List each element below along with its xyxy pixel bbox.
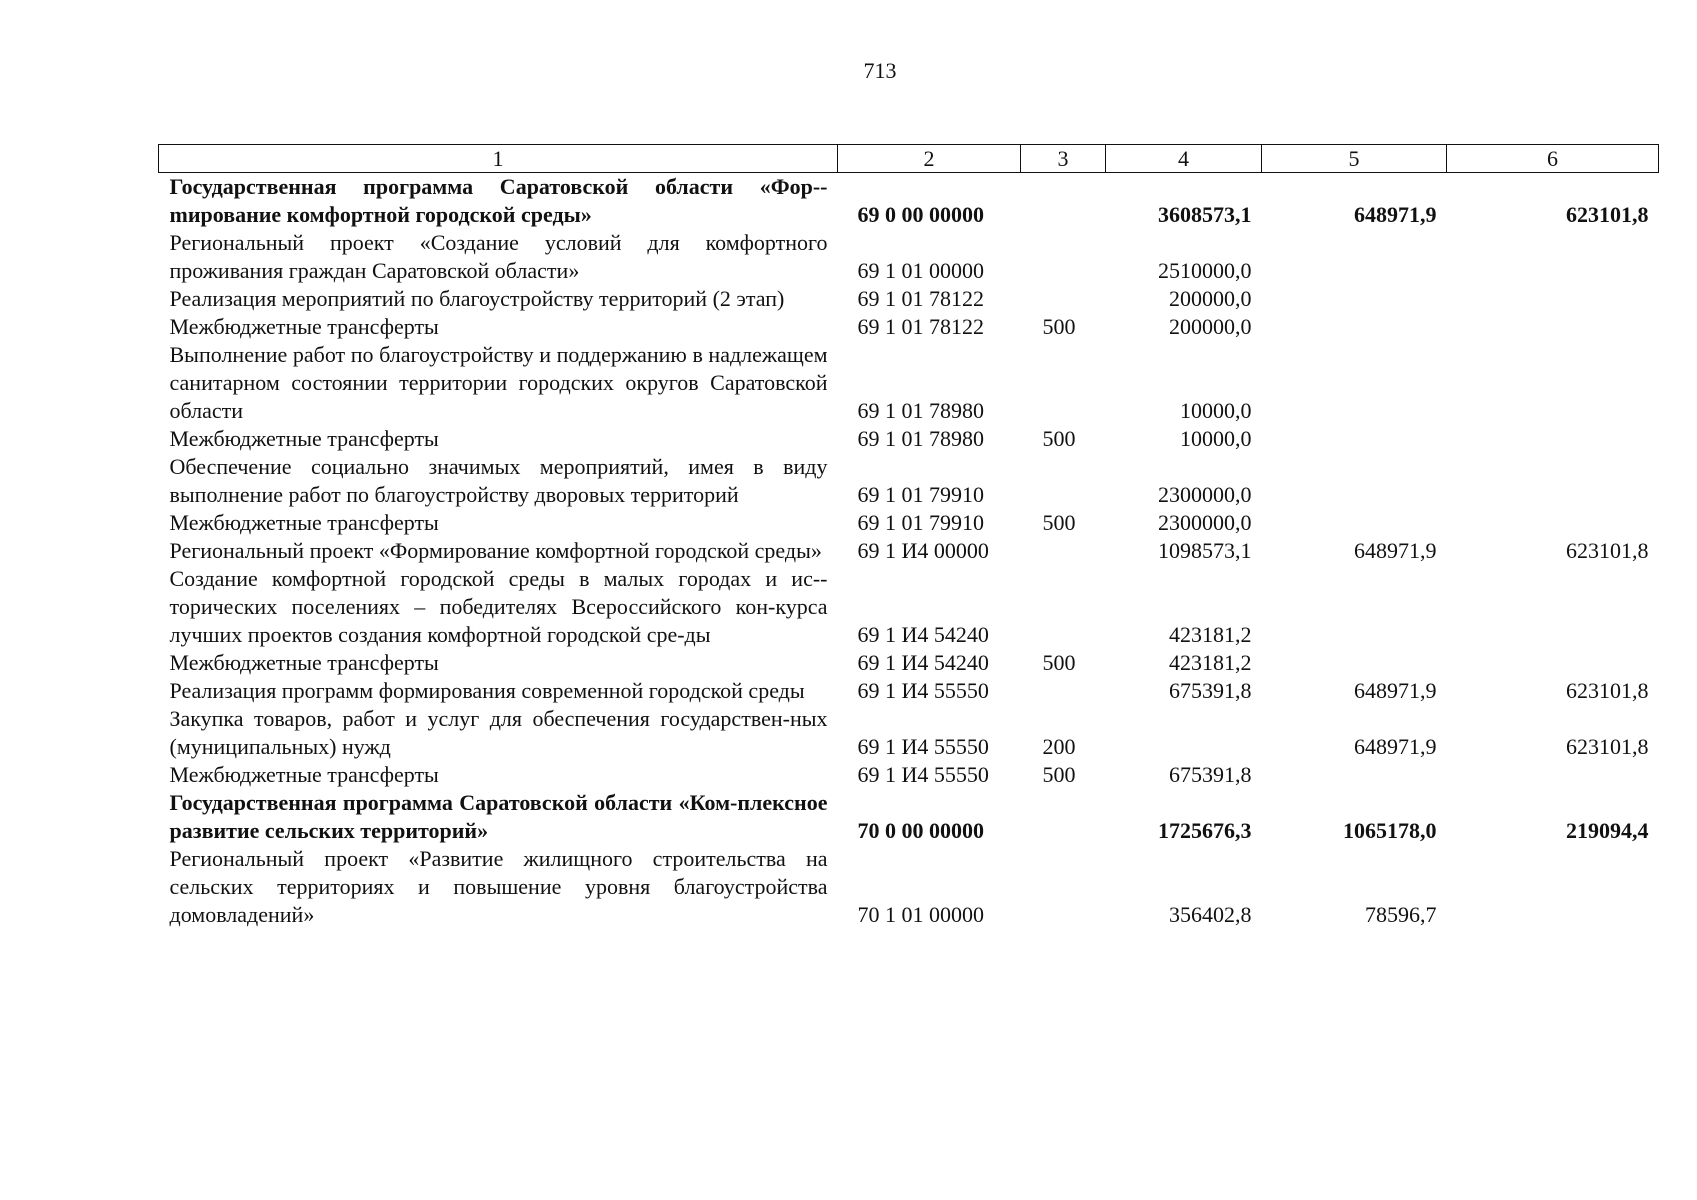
table-row — [159, 649, 1659, 677]
table-row — [159, 677, 1659, 705]
row-code: 69 1 И4 54240 — [857, 622, 989, 647]
row-expense-type — [1021, 677, 1106, 705]
row-expense-type: 500 — [1042, 314, 1076, 339]
row-name: Региональный проект «Создание условий для комфортного проживания граждан Саратовской области» — [169, 230, 828, 283]
row-value-col6 — [1447, 649, 1659, 677]
row-value-col5: 648971,9 — [1354, 734, 1437, 759]
row-value-col4: 10000,0 — [1180, 426, 1252, 451]
row-value-col6 — [1447, 341, 1659, 425]
row-expense-type — [1021, 537, 1106, 565]
row-name: Государственная программа Саратовской области «Ком-плексное развитие сельских территорий» — [169, 790, 828, 843]
table-row — [159, 453, 1659, 509]
table-row — [159, 537, 1659, 565]
table-row — [159, 229, 1659, 285]
table-row — [159, 565, 1659, 649]
row-value-col6 — [1447, 313, 1659, 341]
row-value-col5 — [1262, 285, 1447, 313]
row-name: Реализация мероприятий по благоустройству территорий (2 этап) — [169, 286, 785, 311]
table-row — [159, 285, 1659, 313]
row-expense-type — [1021, 229, 1106, 285]
row-value-col4 — [1106, 705, 1262, 761]
row-name: Выполнение работ по благоустройству и поддержанию в надлежащем санитарном состоянии территории городских округов Саратовской области — [169, 342, 828, 423]
row-value-col4: 423181,2 — [1169, 622, 1252, 647]
row-expense-type: 500 — [1042, 762, 1076, 787]
row-value-col5 — [1262, 313, 1447, 341]
row-value-col6: 623101,8 — [1566, 538, 1649, 563]
row-name: Создание комфортной городской среды в малых городах и ис-торических поселениях – победителях Всероссийского кон-курса лучших проектов создания комфортной городской сре-ды — [169, 566, 828, 647]
row-code: 69 1 01 79910 — [857, 482, 984, 507]
row-code: 69 1 И4 55550 — [857, 762, 989, 787]
table-row — [159, 509, 1659, 537]
row-value-col4: 3608573,1 — [1158, 202, 1252, 227]
row-expense-type: 200 — [1042, 734, 1076, 759]
row-value-col4: 675391,8 — [1169, 678, 1252, 703]
row-value-col6 — [1447, 565, 1659, 649]
row-name: Региональный проект «Формирование комфортной городской среды» — [169, 538, 822, 563]
row-name: Государственная программа Саратовской области «Фор-mирование комфортной городской среды» — [169, 174, 828, 227]
row-value-col4: 423181,2 — [1169, 650, 1252, 675]
row-expense-type — [1021, 565, 1106, 649]
row-code: 69 1 01 78980 — [857, 426, 984, 451]
row-code: 69 1 И4 55550 — [857, 678, 989, 703]
row-value-col6: 623101,8 — [1566, 202, 1649, 227]
row-value-col6 — [1447, 845, 1659, 929]
row-value-col5 — [1262, 509, 1447, 537]
row-value-col4: 2300000,0 — [1158, 482, 1252, 507]
row-value-col5 — [1262, 761, 1447, 789]
row-value-col6 — [1447, 761, 1659, 789]
table-row — [159, 705, 1659, 761]
row-expense-type — [1021, 285, 1106, 313]
row-name: Обеспечение социально значимых мероприятий, имея в виду выполнение работ по благоустройству дворовых территорий — [169, 454, 828, 507]
row-expense-type: 500 — [1042, 510, 1076, 535]
header-col-6: 6 — [1447, 145, 1659, 173]
row-value-col5: 648971,9 — [1354, 202, 1437, 227]
row-expense-type: 500 — [1042, 650, 1076, 675]
row-expense-type — [1021, 845, 1106, 929]
header-col-1: 1 — [159, 145, 838, 173]
row-code: 69 1 01 78122 — [857, 286, 984, 311]
header-col-4: 4 — [1106, 145, 1262, 173]
row-value-col4: 1725676,3 — [1158, 818, 1252, 843]
row-value-col4: 200000,0 — [1169, 286, 1252, 311]
table-row — [159, 845, 1659, 929]
page-number: 713 — [863, 58, 897, 83]
row-value-col6: 623101,8 — [1566, 678, 1649, 703]
row-code: 69 0 00 00000 — [857, 202, 984, 227]
row-value-col4: 2510000,0 — [1158, 258, 1252, 283]
row-name: Межбюджетные трансферты — [169, 650, 439, 675]
row-value-col5: 648971,9 — [1354, 678, 1437, 703]
row-value-col6: 219094,4 — [1566, 818, 1649, 843]
table-row — [159, 761, 1659, 789]
table-row — [159, 789, 1659, 845]
header-row — [159, 145, 1659, 173]
row-code: 69 1 И4 55550 — [857, 734, 989, 759]
table-row — [159, 341, 1659, 425]
row-value-col4: 356402,8 — [1169, 902, 1252, 927]
table-row — [159, 173, 1659, 230]
header-col-3: 3 — [1021, 145, 1106, 173]
row-value-col4: 10000,0 — [1180, 398, 1252, 423]
row-value-col6 — [1447, 229, 1659, 285]
row-name: Межбюджетные трансферты — [169, 314, 439, 339]
row-code: 69 1 01 78122 — [857, 314, 984, 339]
row-name: Закупка товаров, работ и услуг для обеспечения государствен-ных (муниципальных) нужд — [169, 706, 828, 759]
row-name: Региональный проект «Развитие жилищного строительства на сельских территориях и повышение уровня благоустройства домовладений» — [169, 846, 828, 927]
row-value-col5 — [1262, 229, 1447, 285]
row-expense-type — [1021, 173, 1106, 230]
row-value-col6: 623101,8 — [1566, 734, 1649, 759]
row-name: Реализация программ формирования современной городской среды — [169, 678, 805, 703]
row-value-col5 — [1262, 425, 1447, 453]
row-value-col4: 200000,0 — [1169, 314, 1252, 339]
header-col-2: 2 — [838, 145, 1021, 173]
row-code: 70 1 01 00000 — [857, 902, 984, 927]
budget-table — [158, 144, 1659, 929]
header-col-5: 5 — [1262, 145, 1447, 173]
table-row — [159, 313, 1659, 341]
table-header — [159, 145, 1659, 173]
row-name: Межбюджетные трансферты — [169, 426, 439, 451]
table-row — [159, 425, 1659, 453]
row-code: 69 1 01 00000 — [857, 258, 984, 283]
row-value-col5: 648971,9 — [1354, 538, 1437, 563]
row-value-col6 — [1447, 509, 1659, 537]
row-value-col4: 675391,8 — [1169, 762, 1252, 787]
row-expense-type — [1021, 341, 1106, 425]
row-value-col5: 78596,7 — [1365, 902, 1437, 927]
row-code: 69 1 01 78980 — [857, 398, 984, 423]
row-value-col6 — [1447, 285, 1659, 313]
row-value-col5 — [1262, 649, 1447, 677]
row-value-col5: 1065178,0 — [1343, 818, 1437, 843]
row-value-col4: 2300000,0 — [1158, 510, 1252, 535]
row-value-col5 — [1262, 565, 1447, 649]
row-value-col4: 1098573,1 — [1158, 538, 1252, 563]
row-value-col6 — [1447, 453, 1659, 509]
row-code: 69 1 01 79910 — [857, 510, 984, 535]
row-code: 69 1 И4 00000 — [857, 538, 989, 563]
row-name: Межбюджетные трансферты — [169, 762, 439, 787]
row-value-col5 — [1262, 453, 1447, 509]
row-expense-type: 500 — [1042, 426, 1076, 451]
row-expense-type — [1021, 453, 1106, 509]
row-code: 70 0 00 00000 — [857, 818, 984, 843]
row-value-col5 — [1262, 341, 1447, 425]
row-expense-type — [1021, 789, 1106, 845]
row-value-col6 — [1447, 425, 1659, 453]
row-code: 69 1 И4 54240 — [857, 650, 989, 675]
row-name: Межбюджетные трансферты — [169, 510, 439, 535]
table-body — [159, 173, 1659, 930]
